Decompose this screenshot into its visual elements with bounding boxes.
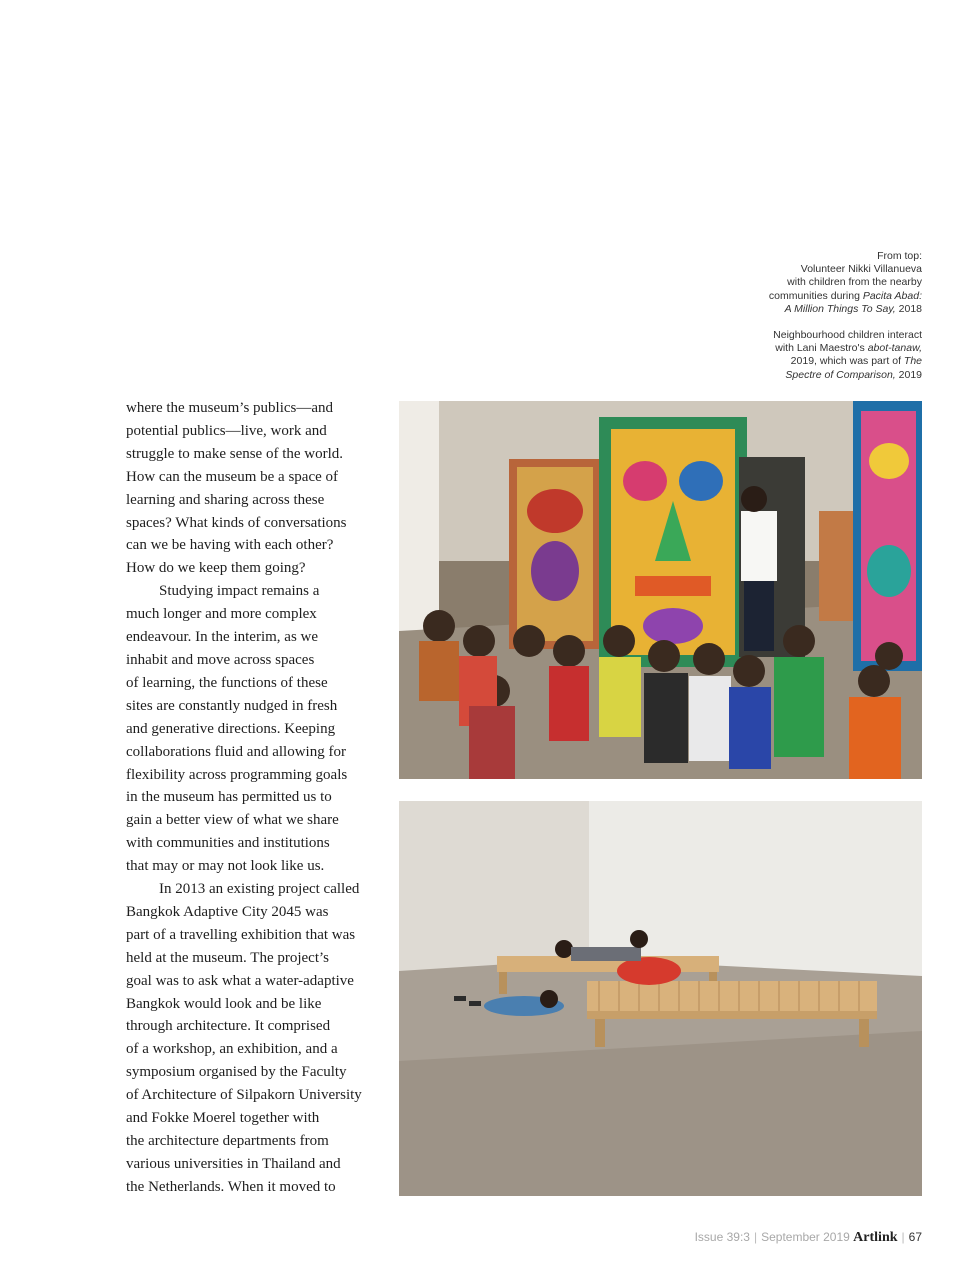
body-line: held at the museum. The project’s (126, 949, 330, 966)
body-line: various universities in Thailand and (126, 1155, 341, 1172)
photo-children-with-artworks (399, 401, 922, 779)
body-line: the Netherlands. When it moved to (126, 1178, 336, 1195)
body-line: and Fokke Moerel together with (126, 1110, 320, 1127)
caption-second-line-2 (722, 342, 922, 355)
photo-children-on-platforms-image (399, 801, 922, 1196)
body-line: goal was to ask what a water-adaptive (126, 972, 354, 989)
body-line: sites are constantly nudged in fresh (126, 697, 338, 714)
footer-brand: Artlink (853, 1230, 898, 1245)
body-line: can we be having with each other? (126, 537, 334, 554)
body-line: much longer and more complex (126, 606, 317, 623)
footer-separator: | (901, 1230, 905, 1244)
body-line: inhabit and move across spaces (126, 651, 315, 668)
body-line: gain a better view of what we share (126, 812, 339, 829)
article-body (126, 397, 386, 1199)
caption-first-line-3-text: communities during (768, 289, 863, 302)
body-line: the architecture departments from (126, 1133, 329, 1149)
footer-date: September 2019 (761, 1230, 850, 1244)
caption-second-line-3 (722, 355, 922, 368)
body-line-paragraph-start: Studying impact remains a (159, 583, 320, 600)
photo-children-on-platforms (399, 801, 922, 1196)
body-line: endeavour. In the interim, as we (126, 629, 319, 646)
body-line: where the museum’s publics—and (126, 400, 334, 416)
body-line: of a workshop, an exhibition, and a (126, 1041, 338, 1058)
body-line-paragraph-start: In 2013 an existing project called (159, 881, 360, 898)
body-line: struggle to make sense of the world. (126, 445, 344, 462)
caption-first-line-1: Volunteer Nikki Villanueva (800, 263, 922, 276)
footer-issue: Issue 39:3 (694, 1230, 750, 1244)
body-line: through architecture. It comprised (126, 1018, 331, 1035)
body-line: part of a travelling exhibition that was (126, 926, 356, 943)
caption-first-line-4 (722, 303, 922, 316)
body-line: collaborations fluid and allowing for (126, 743, 346, 760)
caption-first-year: 2018 (895, 302, 922, 315)
photo-caption (722, 250, 922, 382)
body-line: of learning, the functions of these (126, 674, 328, 691)
caption-second-line-4 (722, 369, 922, 382)
body-line: that may or may not look like us. (126, 858, 325, 875)
caption-second-title: abot-tanaw, (867, 342, 922, 355)
caption-first-line-3 (722, 290, 922, 303)
footer-separator: | (753, 1230, 758, 1244)
page-number: 67 (908, 1230, 922, 1244)
caption-second-line-2-text: with Lani Maestro's (775, 342, 868, 355)
body-line: learning and sharing across these (126, 491, 325, 508)
body-line: Bangkok would look and be like (126, 995, 322, 1012)
body-line: in the museum has permitted us to (126, 789, 332, 806)
caption-label: From top: (877, 250, 922, 262)
page-footer (695, 1230, 922, 1246)
body-line: spaces? What kinds of conversations (126, 514, 347, 531)
caption-first-title-a: Pacita Abad: (862, 289, 922, 302)
caption-second-year: 2019 (895, 368, 922, 381)
body-line: How do we keep them going? (126, 560, 306, 577)
caption-first-title-b: A Million Things To Say, (784, 302, 896, 315)
body-line: with communities and institutions (126, 835, 330, 852)
body-line: and generative directions. Keeping (126, 720, 336, 737)
caption-second-exhibition-a: The (903, 355, 922, 368)
body-line: Bangkok Adaptive City 2045 was (126, 903, 329, 920)
caption-second-line-1: Neighbourhood children interact (773, 329, 922, 342)
caption-second-line-3-text: 2019, which was part of (790, 355, 904, 368)
body-line: How can the museum be a space of (126, 468, 339, 485)
photo-children-with-artworks-image (399, 401, 922, 779)
body-line: symposium organised by the Faculty (126, 1064, 347, 1081)
caption-first-line-2: with children from the nearby (787, 276, 922, 289)
body-line: potential publics—live, work and (126, 422, 327, 439)
body-line: of Architecture of Silpakorn University (126, 1087, 362, 1104)
body-line: flexibility across programming goals (126, 766, 348, 783)
caption-second-exhibition-b: Spectre of Comparison, (785, 368, 896, 381)
